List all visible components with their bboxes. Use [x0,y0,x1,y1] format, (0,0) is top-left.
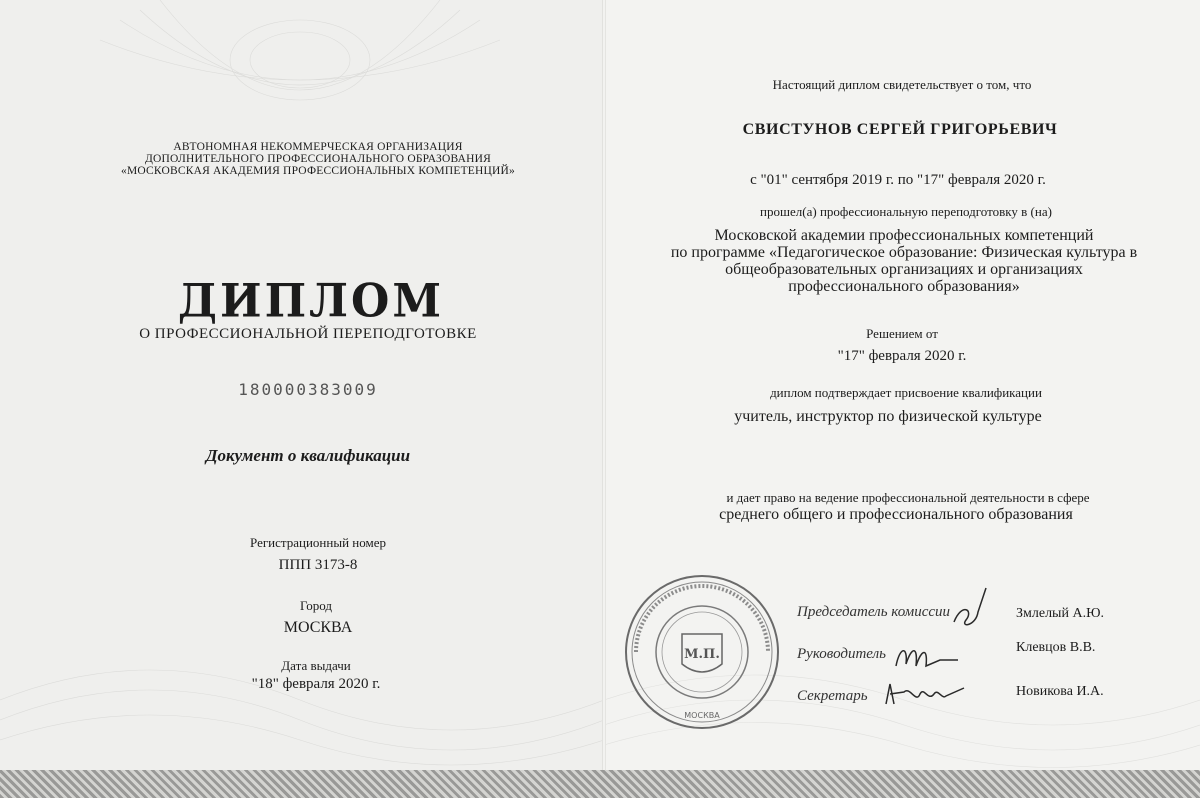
official-seal [622,572,782,732]
document-subtitle: О ПРОФЕССИОНАЛЬНОЙ ПЕРЕПОДГОТОВКЕ [139,326,477,342]
decision-label: Решением от [866,326,938,341]
document-type: Документ о квалификации [205,446,411,465]
secretary-name: Новикова И.А. [1016,684,1104,699]
seal-city-text: МОСКВА [684,711,720,720]
secretary-role: Секретарь [797,688,868,704]
holder-name: СВИСТУНОВ СЕРГЕЙ ГРИГОРЬЕВИЧ [742,121,1058,138]
org-line-3: «МОСКОВСКАЯ АКАДЕМИЯ ПРОФЕССИОНАЛЬНЫХ КОМПЕТЕНЦИЙ» [120,165,516,177]
chair-role: Председатель комиссии [797,604,951,620]
rights-line-2: среднего общего и профессионального образования [719,506,1073,523]
program-line-3: общеобразовательных организациях и организациях [725,261,1083,278]
study-period: с "01" сентября 2019 г. по "17" февраля 2020 г. [750,172,1046,188]
page-fold [602,0,606,770]
secretary-signature [880,676,970,716]
rights-line-1: и дает право на ведение профессиональной деятельности в сфере [726,490,1090,505]
confirms-text: диплом подтверждает присвоение квалификации [770,385,1042,400]
program-line-1: Московской академии профессиональных компетенций [714,227,1094,244]
bottom-border-band [0,770,1200,798]
serial-number: 180000383009 [238,380,378,399]
city-value: МОСКВА [283,619,353,636]
issue-date-value: "18" февраля 2020 г. [251,676,381,692]
reg-number-value: ППП 3173-8 [278,557,358,573]
program-line-4: профессионального образования» [788,278,1020,295]
reg-number-label: Регистрационный номер [250,535,386,550]
program-line-2: по программе «Педагогическое образование: Физическая культура в [670,244,1138,261]
chair-name: Змлелый А.Ю. [1016,606,1104,621]
head-role: Руководитель [797,646,886,662]
issue-date-label: Дата выдачи [281,658,351,673]
chair-signature [948,582,998,632]
passed-text: прошел(а) профессиональную переподготовку в (на) [760,204,1052,219]
seal-center-text: М.П. [684,647,720,662]
org-line-2: ДОПОЛНИТЕЛЬНОГО ПРОФЕССИОНАЛЬНОГО ОБРАЗОВАНИЯ [144,153,492,165]
intro-text: Настоящий диплом свидетельствует о том, что [772,77,1032,92]
city-label: Город [299,598,333,613]
document-title: ДИПЛОМ [177,274,445,329]
head-name: Клевцов В.В. [1016,640,1096,655]
org-line-1: АВТОНОМНАЯ НЕКОММЕРЧЕСКАЯ ОРГАНИЗАЦИЯ [173,141,463,153]
qualification: учитель, инструктор по физической культуре [734,408,1042,425]
decision-date: "17" февраля 2020 г. [837,348,967,364]
head-signature [888,636,968,676]
